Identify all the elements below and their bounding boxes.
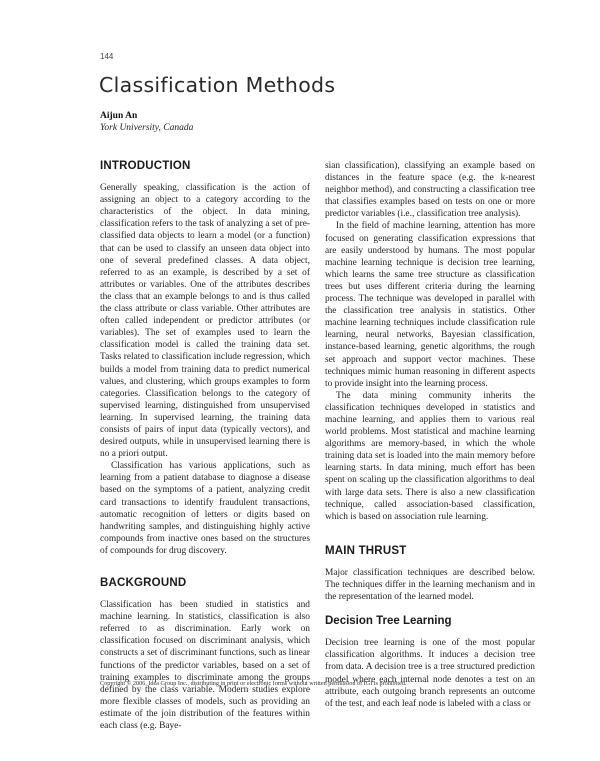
page-number: 144 <box>100 52 114 61</box>
copyright-footer: Copyright © 2006, Idea Group Inc., distributing in print or electronic forms without written permission of IGI is prohibited. <box>100 680 407 687</box>
section-heading-background: BACKGROUND <box>100 577 187 589</box>
author-block <box>100 110 193 134</box>
section-heading-introduction: INTRODUCTION <box>100 160 191 172</box>
paragraph: Generally speaking, classification is the action of assigning an object to a category according to the characteristics of the object. In data mining, classification refers to the task of analyzing a set of pre-classified data objects to learn a model (or a function) that can be used to classify an unseen data object into one of several predefined classes. A data object, referred to as an example, is described by a set of attributes or variables. One of the attributes describes the class that an example belongs to and is thus called the class attribute or class variable. Other attributes are often called independent or predictor attributes (or variables). The set of examples used to learn the classification model is called the training data set. Tasks related to classification include regression, which builds a model from training data to predict numerical values, and clustering, which groups examples to form categories. Classification belongs to the category of supervised learning, distinguished from unsupervised learning. In supervised learning, the training data consists of pairs of input data (typically vectors), and desired outputs, while in unsupervised learning there is no a priori output. <box>100 183 310 460</box>
right-column <box>325 160 535 710</box>
author-affiliation: York University, Canada <box>100 123 194 133</box>
page-title: Classification Methods <box>99 73 336 97</box>
paragraph: Classification has been studied in statistics and machine learning. In statistics, classification is also referred to as discrimination. Early work on classification focused on discriminant analysis, which constructs a set of discriminant functions, such as linear functions of the predictor variables, based on a set of training examples to discriminate among the groups defined by the class variable. Modern studies explore more flexible classes of models, such as providing an estimate of the join distribution of the features within each class (e.g. Baye- <box>100 600 310 732</box>
paragraph: Classification has various applications, such as learning from a patient database to diagnose a disease based on the symptoms of a patient, analyzing credit card transactions to identify fraudulent transactions, automatic recognition of letters or digits based on handwriting samples, and distinguishing highly active compounds from inactive ones based on the structures of compounds for drug discovery. <box>100 461 310 556</box>
paragraph: The data mining community inherits the classification techniques developed in statistics and machine learning, and applies them to various real world problems. Most statistical and machine learning algorithms are memory-based, in which the whole training data set is loaded into the main memory before learning starts. In data mining, much effort has been spent on scaling up the classification algorithms to deal with large data sets. There is also a new classification technique, called association-based classification, which is based on association rule learning. <box>325 390 535 522</box>
paragraph: Decision tree learning is one of the most popular classification algorithms. It induces a decision tree from data. A decision tree is a tree structured prediction model where each internal node denotes a test on an attribute, each outgoing branch represents an outcome of the test, and each leaf node is labeled with a class or <box>325 638 535 709</box>
paragraph: Major classification techniques are described below. The techniques differ in the learning mechanism and in the representation of the learned model. <box>325 567 535 603</box>
subsection-heading-decision-tree: Decision Tree Learning <box>325 615 452 628</box>
left-column <box>100 160 310 732</box>
author-name: Aijun An <box>100 111 138 121</box>
paragraph: sian classification), classifying an example based on distances in the feature space (e.g. the k-nearest neighbor method), and constructing a classification tree that classifies examples based on tests on one or more predictor variables (i.e., classification tree analysis). <box>325 161 535 220</box>
paragraph: In the field of machine learning, attention has more focused on generating classification expressions that are easily understood by humans. The most popular machine learning technique is decision tree learning, which learns the same tree structure as classification trees but uses different criteria during the learning process. The technique was developed in parallel with the classification tree analysis in statistics. Other machine learning techniques include classification rule learning, neural networks, Bayesian classification, instance-based learning, genetic algorithms, the rough set approach and support vector machines. These techniques mimic human reasoning in different aspects to provide insight into the learning process. <box>325 221 535 389</box>
section-heading-main-thrust: MAIN THRUST <box>325 544 407 557</box>
